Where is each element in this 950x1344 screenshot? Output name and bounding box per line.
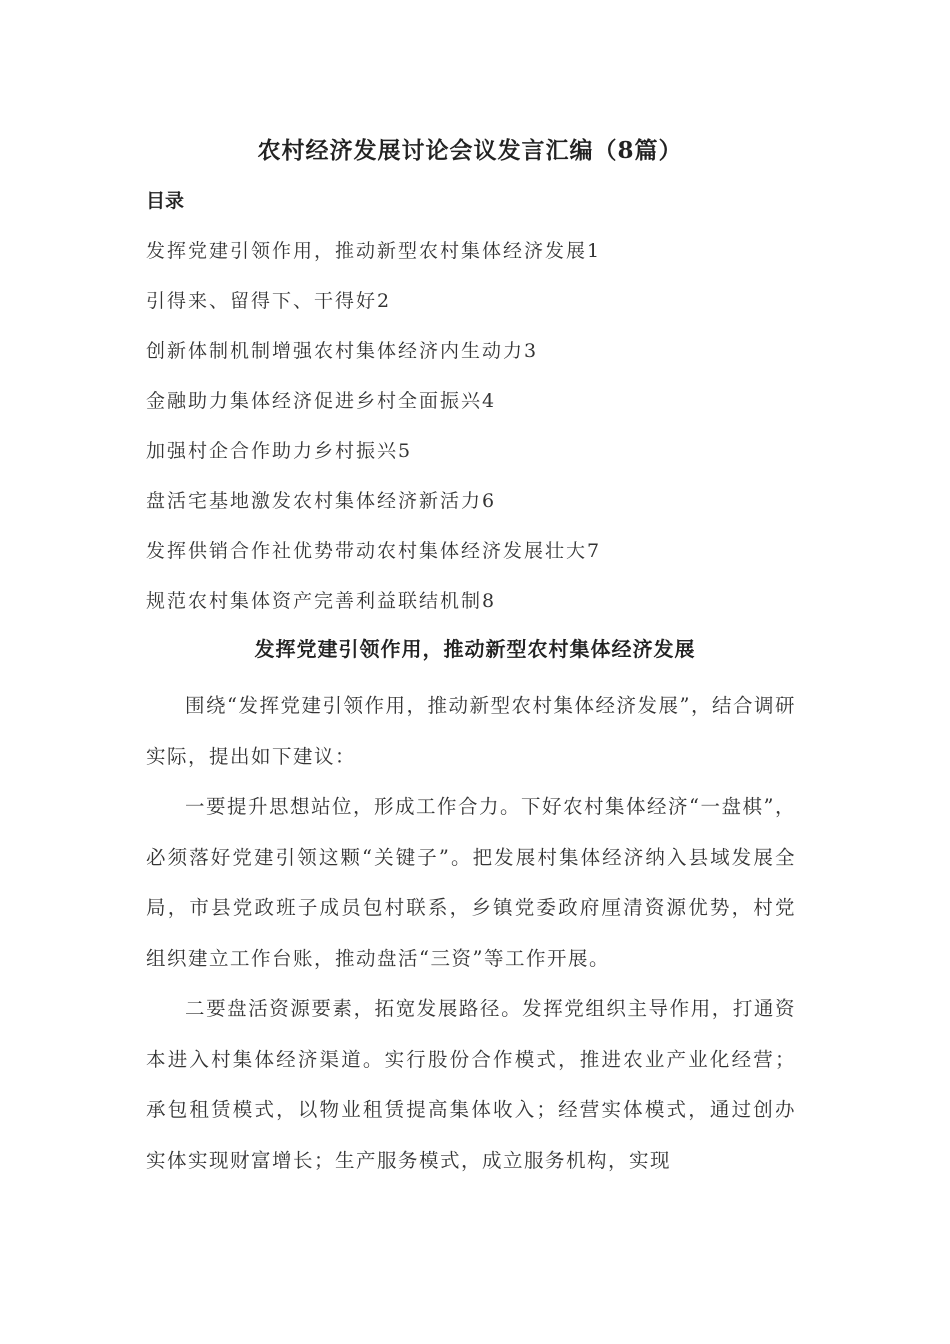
toc-item: 引得来、留得下、干得好2 (146, 290, 392, 312)
body-paragraph: 二要盘活资源要素，拓宽发展路径。发挥党组织主导作用，打通资本进入村集体经济渠道。实行股份合作模式，推进农业产业化经营；承包租赁模式，以物业租赁提高集体收入；经营实体模式，通过创办实体实现财富增长；生产服务模式，成立服务机构，实现 (146, 997, 796, 1172)
toc-item: 加强村企合作助力乡村振兴5 (146, 440, 413, 462)
toc-item: 创新体制机制增强农村集体经济内生动力3 (146, 340, 539, 362)
body-paragraph: 围绕“发挥党建引领作用，推动新型农村集体经济发展”，结合调研实际，提出如下建议： (146, 694, 796, 768)
toc-item: 发挥党建引领作用，推动新型农村集体经济发展1 (146, 240, 602, 262)
section-title: 发挥党建引领作用，推动新型农村集体经济发展 (254, 637, 696, 661)
table-of-contents (146, 235, 601, 635)
toc-heading: 目录 (146, 190, 185, 212)
document-title: 农村经济发展讨论会议发言汇编（8篇） (257, 137, 683, 164)
toc-item: 金融助力集体经济促进乡村全面振兴4 (146, 390, 497, 412)
section-body (146, 681, 796, 1186)
toc-item: 发挥供销合作社优势带动农村集体经济发展壮大7 (146, 540, 602, 562)
body-paragraph: 一要提升思想站位，形成工作合力。下好农村集体经济“一盘棋”，必须落好党建引领这颗“关键子”。把发展村集体经济纳入县域发展全局，市县党政班子成员包村联系，乡镇党委政府厘清资源优势，村党组织建立工作台账，推动盘活“三资”等工作开展。 (146, 795, 796, 970)
toc-item: 规范农村集体资产完善利益联结机制8 (146, 590, 497, 612)
toc-item: 盘活宅基地激发农村集体经济新活力6 (146, 490, 497, 512)
